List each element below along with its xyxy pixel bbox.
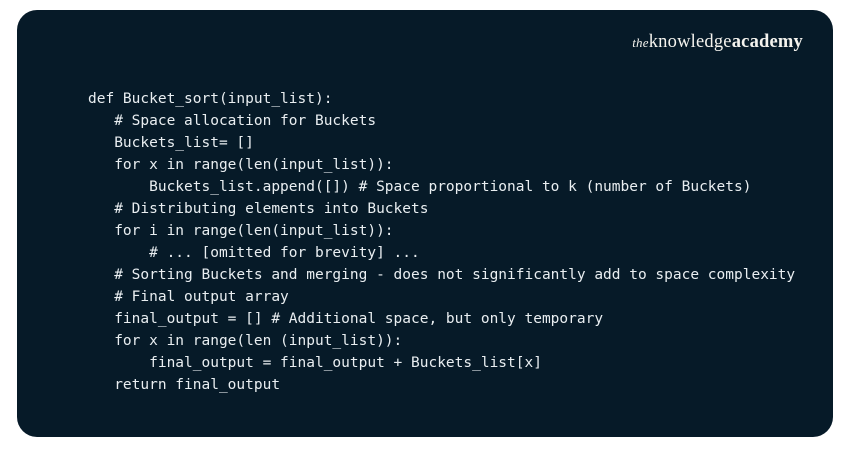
brand-logo-knowledge: knowledge xyxy=(648,32,732,52)
code-line: for x in range(len(input_list)): xyxy=(88,157,394,173)
brand-logo-academy: academy xyxy=(731,32,803,52)
code-line: def Bucket_sort(input_list): xyxy=(88,91,333,107)
code-line: # Space allocation for Buckets xyxy=(88,113,377,129)
code-line: Buckets_list.append([]) # Space proportional to k (number of Buckets) xyxy=(88,179,752,195)
code-line: # ... [omitted for brevity] ... xyxy=(88,245,420,261)
brand-logo xyxy=(632,32,803,53)
brand-logo-the: the xyxy=(632,35,649,50)
code-line: # Distributing elements into Buckets xyxy=(88,201,429,217)
code-line: for x in range(len (input_list)): xyxy=(88,333,403,349)
code-line: # Sorting Buckets and merging - does not significantly add to space complexity xyxy=(88,267,796,283)
code-line: final_output = [] # Additional space, but only temporary xyxy=(88,311,604,327)
code-line: return final_output xyxy=(88,377,281,393)
code-line: for i in range(len(input_list)): xyxy=(88,223,394,239)
code-card xyxy=(17,10,833,437)
code-line: final_output = final_output + Buckets_list[x] xyxy=(88,355,542,371)
code-block xyxy=(88,88,795,396)
code-line: # Final output array xyxy=(88,289,289,305)
code-line: Buckets_list= [] xyxy=(88,135,254,151)
